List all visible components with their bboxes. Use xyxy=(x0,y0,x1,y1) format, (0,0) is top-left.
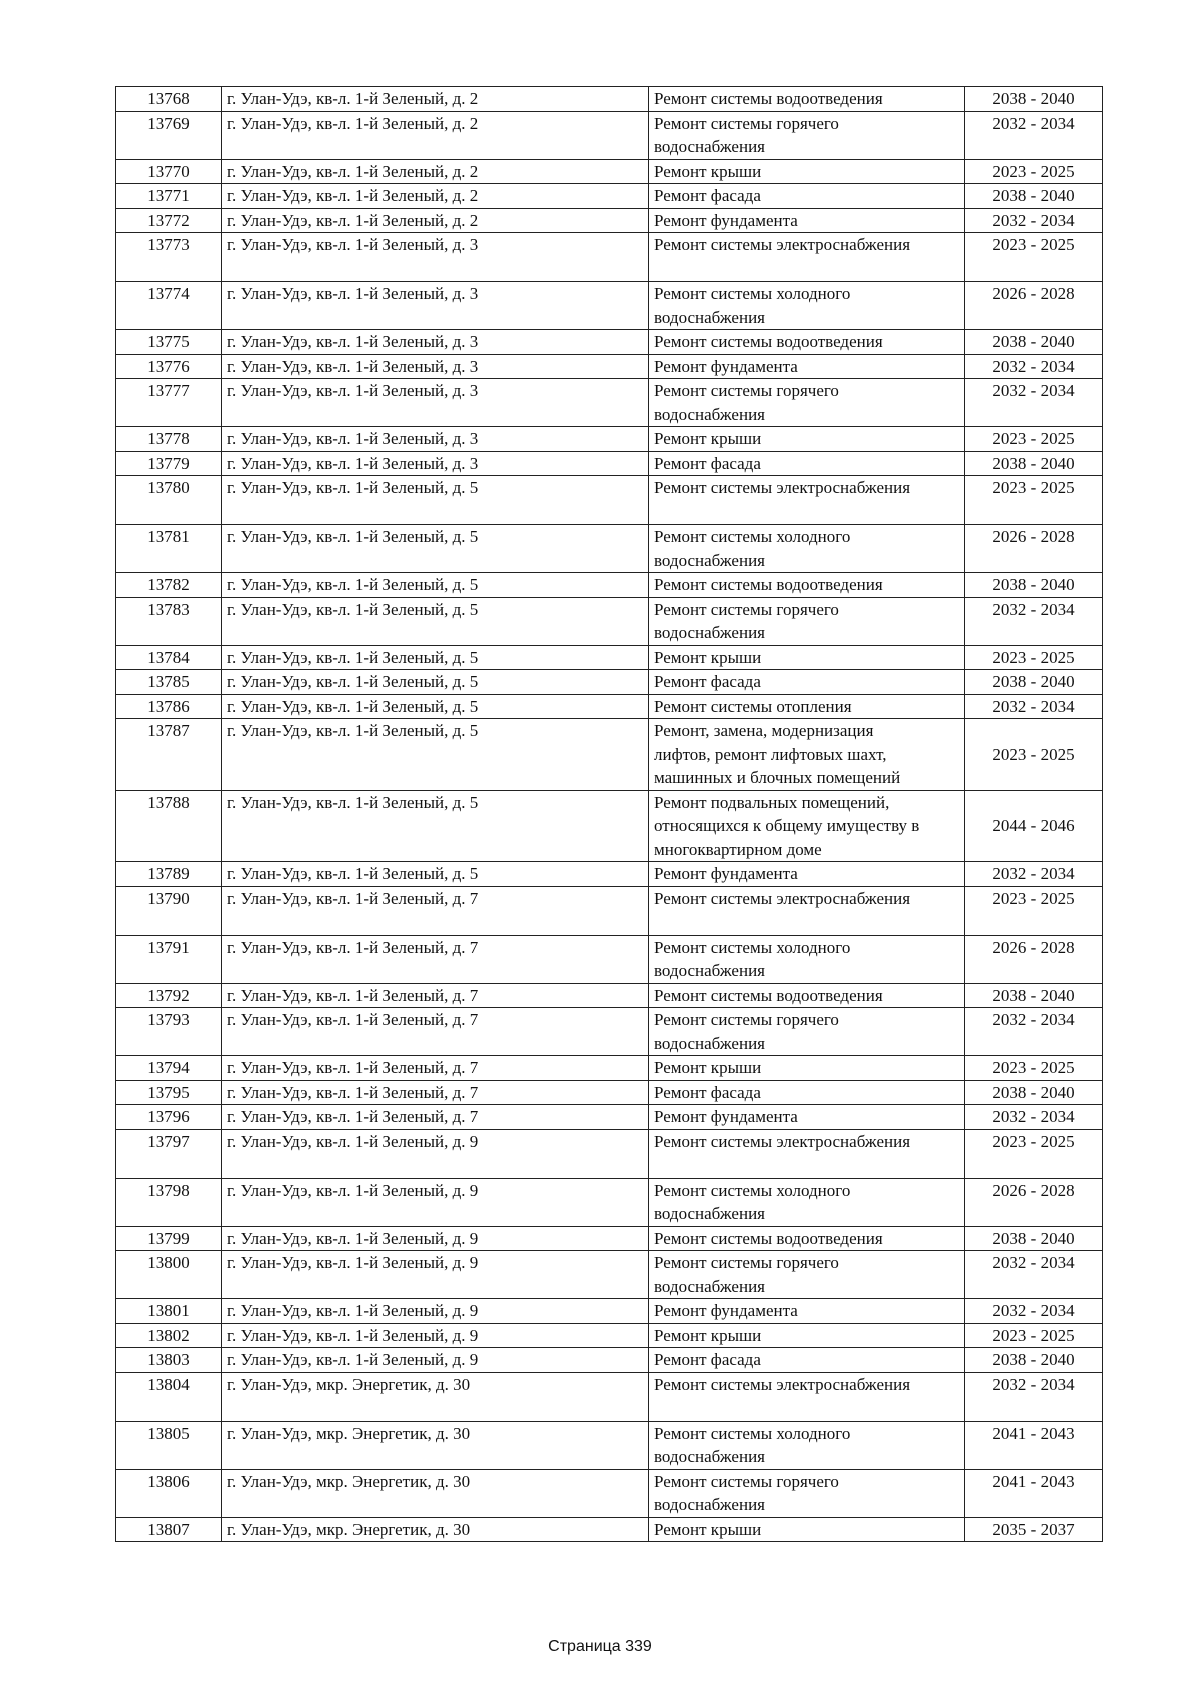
address-cell: г. Улан-Удэ, кв-л. 1-й Зеленый, д. 3 xyxy=(222,354,649,379)
work-type-cell: Ремонт крыши xyxy=(649,159,965,184)
row-number-cell: 13769 xyxy=(116,111,222,159)
period-cell: 2032 - 2034 xyxy=(965,597,1103,645)
address-cell: г. Улан-Удэ, кв-л. 1-й Зеленый, д. 3 xyxy=(222,427,649,452)
table-row xyxy=(116,111,1103,159)
period-cell: 2023 - 2025 xyxy=(965,719,1103,791)
row-number-cell: 13774 xyxy=(116,282,222,330)
work-type-cell: Ремонт системы горячего водоснабжения xyxy=(649,1251,965,1299)
table-row xyxy=(116,1056,1103,1081)
address-cell: г. Улан-Удэ, кв-л. 1-й Зеленый, д. 7 xyxy=(222,1008,649,1056)
row-number-cell: 13768 xyxy=(116,87,222,112)
period-cell: 2032 - 2034 xyxy=(965,1372,1103,1421)
period-cell: 2032 - 2034 xyxy=(965,1299,1103,1324)
address-cell: г. Улан-Удэ, кв-л. 1-й Зеленый, д. 7 xyxy=(222,1080,649,1105)
work-type-cell: Ремонт системы электроснабжения xyxy=(649,476,965,525)
row-number-cell: 13807 xyxy=(116,1517,222,1542)
work-type-cell: Ремонт системы холодного водоснабжения xyxy=(649,1178,965,1226)
address-cell: г. Улан-Удэ, кв-л. 1-й Зеленый, д. 5 xyxy=(222,573,649,598)
row-number-cell: 13793 xyxy=(116,1008,222,1056)
work-type-cell: Ремонт фасада xyxy=(649,184,965,209)
period-cell: 2032 - 2034 xyxy=(965,354,1103,379)
row-number-cell: 13779 xyxy=(116,451,222,476)
table-row xyxy=(116,790,1103,862)
table-row xyxy=(116,1372,1103,1421)
period-cell: 2035 - 2037 xyxy=(965,1517,1103,1542)
row-number-cell: 13777 xyxy=(116,379,222,427)
table-row xyxy=(116,354,1103,379)
period-cell: 2038 - 2040 xyxy=(965,87,1103,112)
period-cell: 2032 - 2034 xyxy=(965,694,1103,719)
table-row xyxy=(116,983,1103,1008)
row-number-cell: 13789 xyxy=(116,862,222,887)
address-cell: г. Улан-Удэ, кв-л. 1-й Зеленый, д. 5 xyxy=(222,525,649,573)
work-type-cell: Ремонт системы водоотведения xyxy=(649,573,965,598)
table-row xyxy=(116,1421,1103,1469)
row-number-cell: 13775 xyxy=(116,330,222,355)
period-cell: 2023 - 2025 xyxy=(965,233,1103,282)
address-cell: г. Улан-Удэ, кв-л. 1-й Зеленый, д. 9 xyxy=(222,1299,649,1324)
work-type-cell: Ремонт фундамента xyxy=(649,354,965,379)
address-cell: г. Улан-Удэ, кв-л. 1-й Зеленый, д. 5 xyxy=(222,476,649,525)
period-cell: 2038 - 2040 xyxy=(965,451,1103,476)
period-cell: 2041 - 2043 xyxy=(965,1421,1103,1469)
table-row xyxy=(116,233,1103,282)
row-number-cell: 13782 xyxy=(116,573,222,598)
address-cell: г. Улан-Удэ, мкр. Энергетик, д. 30 xyxy=(222,1372,649,1421)
row-number-cell: 13788 xyxy=(116,790,222,862)
period-cell: 2032 - 2034 xyxy=(965,1105,1103,1130)
table-row xyxy=(116,1469,1103,1517)
period-cell: 2026 - 2028 xyxy=(965,935,1103,983)
table-row xyxy=(116,573,1103,598)
address-cell: г. Улан-Удэ, мкр. Энергетик, д. 30 xyxy=(222,1421,649,1469)
table-row xyxy=(116,525,1103,573)
row-number-cell: 13787 xyxy=(116,719,222,791)
work-type-cell: Ремонт системы холодного водоснабжения xyxy=(649,282,965,330)
row-number-cell: 13794 xyxy=(116,1056,222,1081)
row-number-cell: 13785 xyxy=(116,670,222,695)
row-number-cell: 13796 xyxy=(116,1105,222,1130)
work-type-cell: Ремонт системы водоотведения xyxy=(649,1226,965,1251)
row-number-cell: 13806 xyxy=(116,1469,222,1517)
period-cell: 2038 - 2040 xyxy=(965,983,1103,1008)
address-cell: г. Улан-Удэ, кв-л. 1-й Зеленый, д. 7 xyxy=(222,935,649,983)
work-type-cell: Ремонт системы горячего водоснабжения xyxy=(649,1469,965,1517)
row-number-cell: 13771 xyxy=(116,184,222,209)
work-type-cell: Ремонт крыши xyxy=(649,427,965,452)
table-row xyxy=(116,476,1103,525)
table-row xyxy=(116,330,1103,355)
address-cell: г. Улан-Удэ, кв-л. 1-й Зеленый, д. 9 xyxy=(222,1323,649,1348)
work-type-cell: Ремонт фундамента xyxy=(649,1105,965,1130)
table-row xyxy=(116,694,1103,719)
work-type-cell: Ремонт фасада xyxy=(649,451,965,476)
work-type-cell: Ремонт системы водоотведения xyxy=(649,330,965,355)
table-row xyxy=(116,670,1103,695)
address-cell: г. Улан-Удэ, кв-л. 1-й Зеленый, д. 5 xyxy=(222,670,649,695)
period-cell: 2038 - 2040 xyxy=(965,184,1103,209)
row-number-cell: 13801 xyxy=(116,1299,222,1324)
work-type-cell: Ремонт фасада xyxy=(649,1348,965,1373)
period-cell: 2041 - 2043 xyxy=(965,1469,1103,1517)
address-cell: г. Улан-Удэ, кв-л. 1-й Зеленый, д. 5 xyxy=(222,645,649,670)
period-cell: 2026 - 2028 xyxy=(965,525,1103,573)
address-cell: г. Улан-Удэ, кв-л. 1-й Зеленый, д. 2 xyxy=(222,184,649,209)
work-type-cell: Ремонт системы отопления xyxy=(649,694,965,719)
work-type-cell: Ремонт подвальных помещений, относящихся к общему имуществу в многоквартирном доме xyxy=(649,790,965,862)
address-cell: г. Улан-Удэ, кв-л. 1-й Зеленый, д. 5 xyxy=(222,694,649,719)
address-cell: г. Улан-Удэ, кв-л. 1-й Зеленый, д. 9 xyxy=(222,1226,649,1251)
row-number-cell: 13772 xyxy=(116,208,222,233)
table-row xyxy=(116,1299,1103,1324)
work-type-cell: Ремонт системы электроснабжения xyxy=(649,1372,965,1421)
period-cell: 2038 - 2040 xyxy=(965,1080,1103,1105)
work-type-cell: Ремонт системы холодного водоснабжения xyxy=(649,525,965,573)
row-number-cell: 13776 xyxy=(116,354,222,379)
table-row xyxy=(116,1008,1103,1056)
address-cell: г. Улан-Удэ, кв-л. 1-й Зеленый, д. 7 xyxy=(222,1105,649,1130)
table-row xyxy=(116,1129,1103,1178)
period-cell: 2038 - 2040 xyxy=(965,1348,1103,1373)
table-row xyxy=(116,282,1103,330)
row-number-cell: 13778 xyxy=(116,427,222,452)
table-row xyxy=(116,184,1103,209)
period-cell: 2026 - 2028 xyxy=(965,282,1103,330)
address-cell: г. Улан-Удэ, кв-л. 1-й Зеленый, д. 2 xyxy=(222,111,649,159)
table-row xyxy=(116,87,1103,112)
row-number-cell: 13786 xyxy=(116,694,222,719)
works-table xyxy=(115,86,1103,1542)
table-row xyxy=(116,208,1103,233)
period-cell: 2023 - 2025 xyxy=(965,159,1103,184)
row-number-cell: 13780 xyxy=(116,476,222,525)
period-cell: 2032 - 2034 xyxy=(965,1251,1103,1299)
row-number-cell: 13797 xyxy=(116,1129,222,1178)
period-cell: 2038 - 2040 xyxy=(965,670,1103,695)
address-cell: г. Улан-Удэ, кв-л. 1-й Зеленый, д. 7 xyxy=(222,886,649,935)
address-cell: г. Улан-Удэ, кв-л. 1-й Зеленый, д. 2 xyxy=(222,87,649,112)
work-type-cell: Ремонт системы водоотведения xyxy=(649,983,965,1008)
period-cell: 2023 - 2025 xyxy=(965,427,1103,452)
address-cell: г. Улан-Удэ, кв-л. 1-й Зеленый, д. 9 xyxy=(222,1178,649,1226)
row-number-cell: 13802 xyxy=(116,1323,222,1348)
period-cell: 2044 - 2046 xyxy=(965,790,1103,862)
work-type-cell: Ремонт фундамента xyxy=(649,208,965,233)
address-cell: г. Улан-Удэ, кв-л. 1-й Зеленый, д. 3 xyxy=(222,451,649,476)
period-cell: 2032 - 2034 xyxy=(965,862,1103,887)
period-cell: 2032 - 2034 xyxy=(965,208,1103,233)
address-cell: г. Улан-Удэ, кв-л. 1-й Зеленый, д. 2 xyxy=(222,159,649,184)
work-type-cell: Ремонт фундамента xyxy=(649,862,965,887)
address-cell: г. Улан-Удэ, кв-л. 1-й Зеленый, д. 3 xyxy=(222,233,649,282)
row-number-cell: 13799 xyxy=(116,1226,222,1251)
period-cell: 2023 - 2025 xyxy=(965,645,1103,670)
period-cell: 2023 - 2025 xyxy=(965,476,1103,525)
work-type-cell: Ремонт фасада xyxy=(649,670,965,695)
address-cell: г. Улан-Удэ, кв-л. 1-й Зеленый, д. 9 xyxy=(222,1129,649,1178)
table-row xyxy=(116,379,1103,427)
address-cell: г. Улан-Удэ, кв-л. 1-й Зеленый, д. 9 xyxy=(222,1251,649,1299)
address-cell: г. Улан-Удэ, кв-л. 1-й Зеленый, д. 3 xyxy=(222,379,649,427)
row-number-cell: 13800 xyxy=(116,1251,222,1299)
row-number-cell: 13792 xyxy=(116,983,222,1008)
row-number-cell: 13773 xyxy=(116,233,222,282)
works-table-body xyxy=(116,87,1103,1542)
table-row xyxy=(116,597,1103,645)
row-number-cell: 13783 xyxy=(116,597,222,645)
period-cell: 2032 - 2034 xyxy=(965,379,1103,427)
table-row xyxy=(116,1323,1103,1348)
work-type-cell: Ремонт фасада xyxy=(649,1080,965,1105)
work-type-cell: Ремонт крыши xyxy=(649,645,965,670)
row-number-cell: 13770 xyxy=(116,159,222,184)
table-row xyxy=(116,1348,1103,1373)
address-cell: г. Улан-Удэ, кв-л. 1-й Зеленый, д. 7 xyxy=(222,1056,649,1081)
work-type-cell: Ремонт крыши xyxy=(649,1323,965,1348)
work-type-cell: Ремонт системы электроснабжения xyxy=(649,886,965,935)
row-number-cell: 13784 xyxy=(116,645,222,670)
table-row xyxy=(116,1226,1103,1251)
work-type-cell: Ремонт системы холодного водоснабжения xyxy=(649,1421,965,1469)
address-cell: г. Улан-Удэ, кв-л. 1-й Зеленый, д. 7 xyxy=(222,983,649,1008)
address-cell: г. Улан-Удэ, кв-л. 1-й Зеленый, д. 3 xyxy=(222,282,649,330)
row-number-cell: 13805 xyxy=(116,1421,222,1469)
work-type-cell: Ремонт системы электроснабжения xyxy=(649,233,965,282)
table-row xyxy=(116,645,1103,670)
table-row xyxy=(116,1105,1103,1130)
row-number-cell: 13790 xyxy=(116,886,222,935)
address-cell: г. Улан-Удэ, кв-л. 1-й Зеленый, д. 5 xyxy=(222,862,649,887)
work-type-cell: Ремонт фундамента xyxy=(649,1299,965,1324)
row-number-cell: 13791 xyxy=(116,935,222,983)
work-type-cell: Ремонт крыши xyxy=(649,1517,965,1542)
address-cell: г. Улан-Удэ, кв-л. 1-й Зеленый, д. 5 xyxy=(222,719,649,791)
address-cell: г. Улан-Удэ, кв-л. 1-й Зеленый, д. 9 xyxy=(222,1348,649,1373)
address-cell: г. Улан-Удэ, кв-л. 1-й Зеленый, д. 2 xyxy=(222,208,649,233)
row-number-cell: 13803 xyxy=(116,1348,222,1373)
work-type-cell: Ремонт системы горячего водоснабжения xyxy=(649,597,965,645)
period-cell: 2032 - 2034 xyxy=(965,1008,1103,1056)
table-row xyxy=(116,1178,1103,1226)
period-cell: 2032 - 2034 xyxy=(965,111,1103,159)
address-cell: г. Улан-Удэ, мкр. Энергетик, д. 30 xyxy=(222,1517,649,1542)
table-row xyxy=(116,719,1103,791)
period-cell: 2023 - 2025 xyxy=(965,886,1103,935)
work-type-cell: Ремонт системы горячего водоснабжения xyxy=(649,379,965,427)
page-number: Страница 339 xyxy=(548,1638,652,1655)
row-number-cell: 13795 xyxy=(116,1080,222,1105)
table-row xyxy=(116,935,1103,983)
table-row xyxy=(116,159,1103,184)
period-cell: 2023 - 2025 xyxy=(965,1056,1103,1081)
work-type-cell: Ремонт, замена, модернизация лифтов, ремонт лифтовых шахт, машинных и блочных помещений xyxy=(649,719,965,791)
period-cell: 2038 - 2040 xyxy=(965,330,1103,355)
work-type-cell: Ремонт системы водоотведения xyxy=(649,87,965,112)
work-type-cell: Ремонт крыши xyxy=(649,1056,965,1081)
table-row xyxy=(116,1517,1103,1542)
table-row xyxy=(116,427,1103,452)
table-row xyxy=(116,1251,1103,1299)
table-row xyxy=(116,862,1103,887)
period-cell: 2023 - 2025 xyxy=(965,1129,1103,1178)
row-number-cell: 13804 xyxy=(116,1372,222,1421)
address-cell: г. Улан-Удэ, кв-л. 1-й Зеленый, д. 5 xyxy=(222,790,649,862)
address-cell: г. Улан-Удэ, кв-л. 1-й Зеленый, д. 5 xyxy=(222,597,649,645)
period-cell: 2038 - 2040 xyxy=(965,1226,1103,1251)
row-number-cell: 13798 xyxy=(116,1178,222,1226)
address-cell: г. Улан-Удэ, мкр. Энергетик, д. 30 xyxy=(222,1469,649,1517)
row-number-cell: 13781 xyxy=(116,525,222,573)
period-cell: 2026 - 2028 xyxy=(965,1178,1103,1226)
work-type-cell: Ремонт системы горячего водоснабжения xyxy=(649,111,965,159)
table-row xyxy=(116,1080,1103,1105)
period-cell: 2023 - 2025 xyxy=(965,1323,1103,1348)
table-row xyxy=(116,886,1103,935)
period-cell: 2038 - 2040 xyxy=(965,573,1103,598)
address-cell: г. Улан-Удэ, кв-л. 1-й Зеленый, д. 3 xyxy=(222,330,649,355)
work-type-cell: Ремонт системы горячего водоснабжения xyxy=(649,1008,965,1056)
table-row xyxy=(116,451,1103,476)
work-type-cell: Ремонт системы холодного водоснабжения xyxy=(649,935,965,983)
work-type-cell: Ремонт системы электроснабжения xyxy=(649,1129,965,1178)
